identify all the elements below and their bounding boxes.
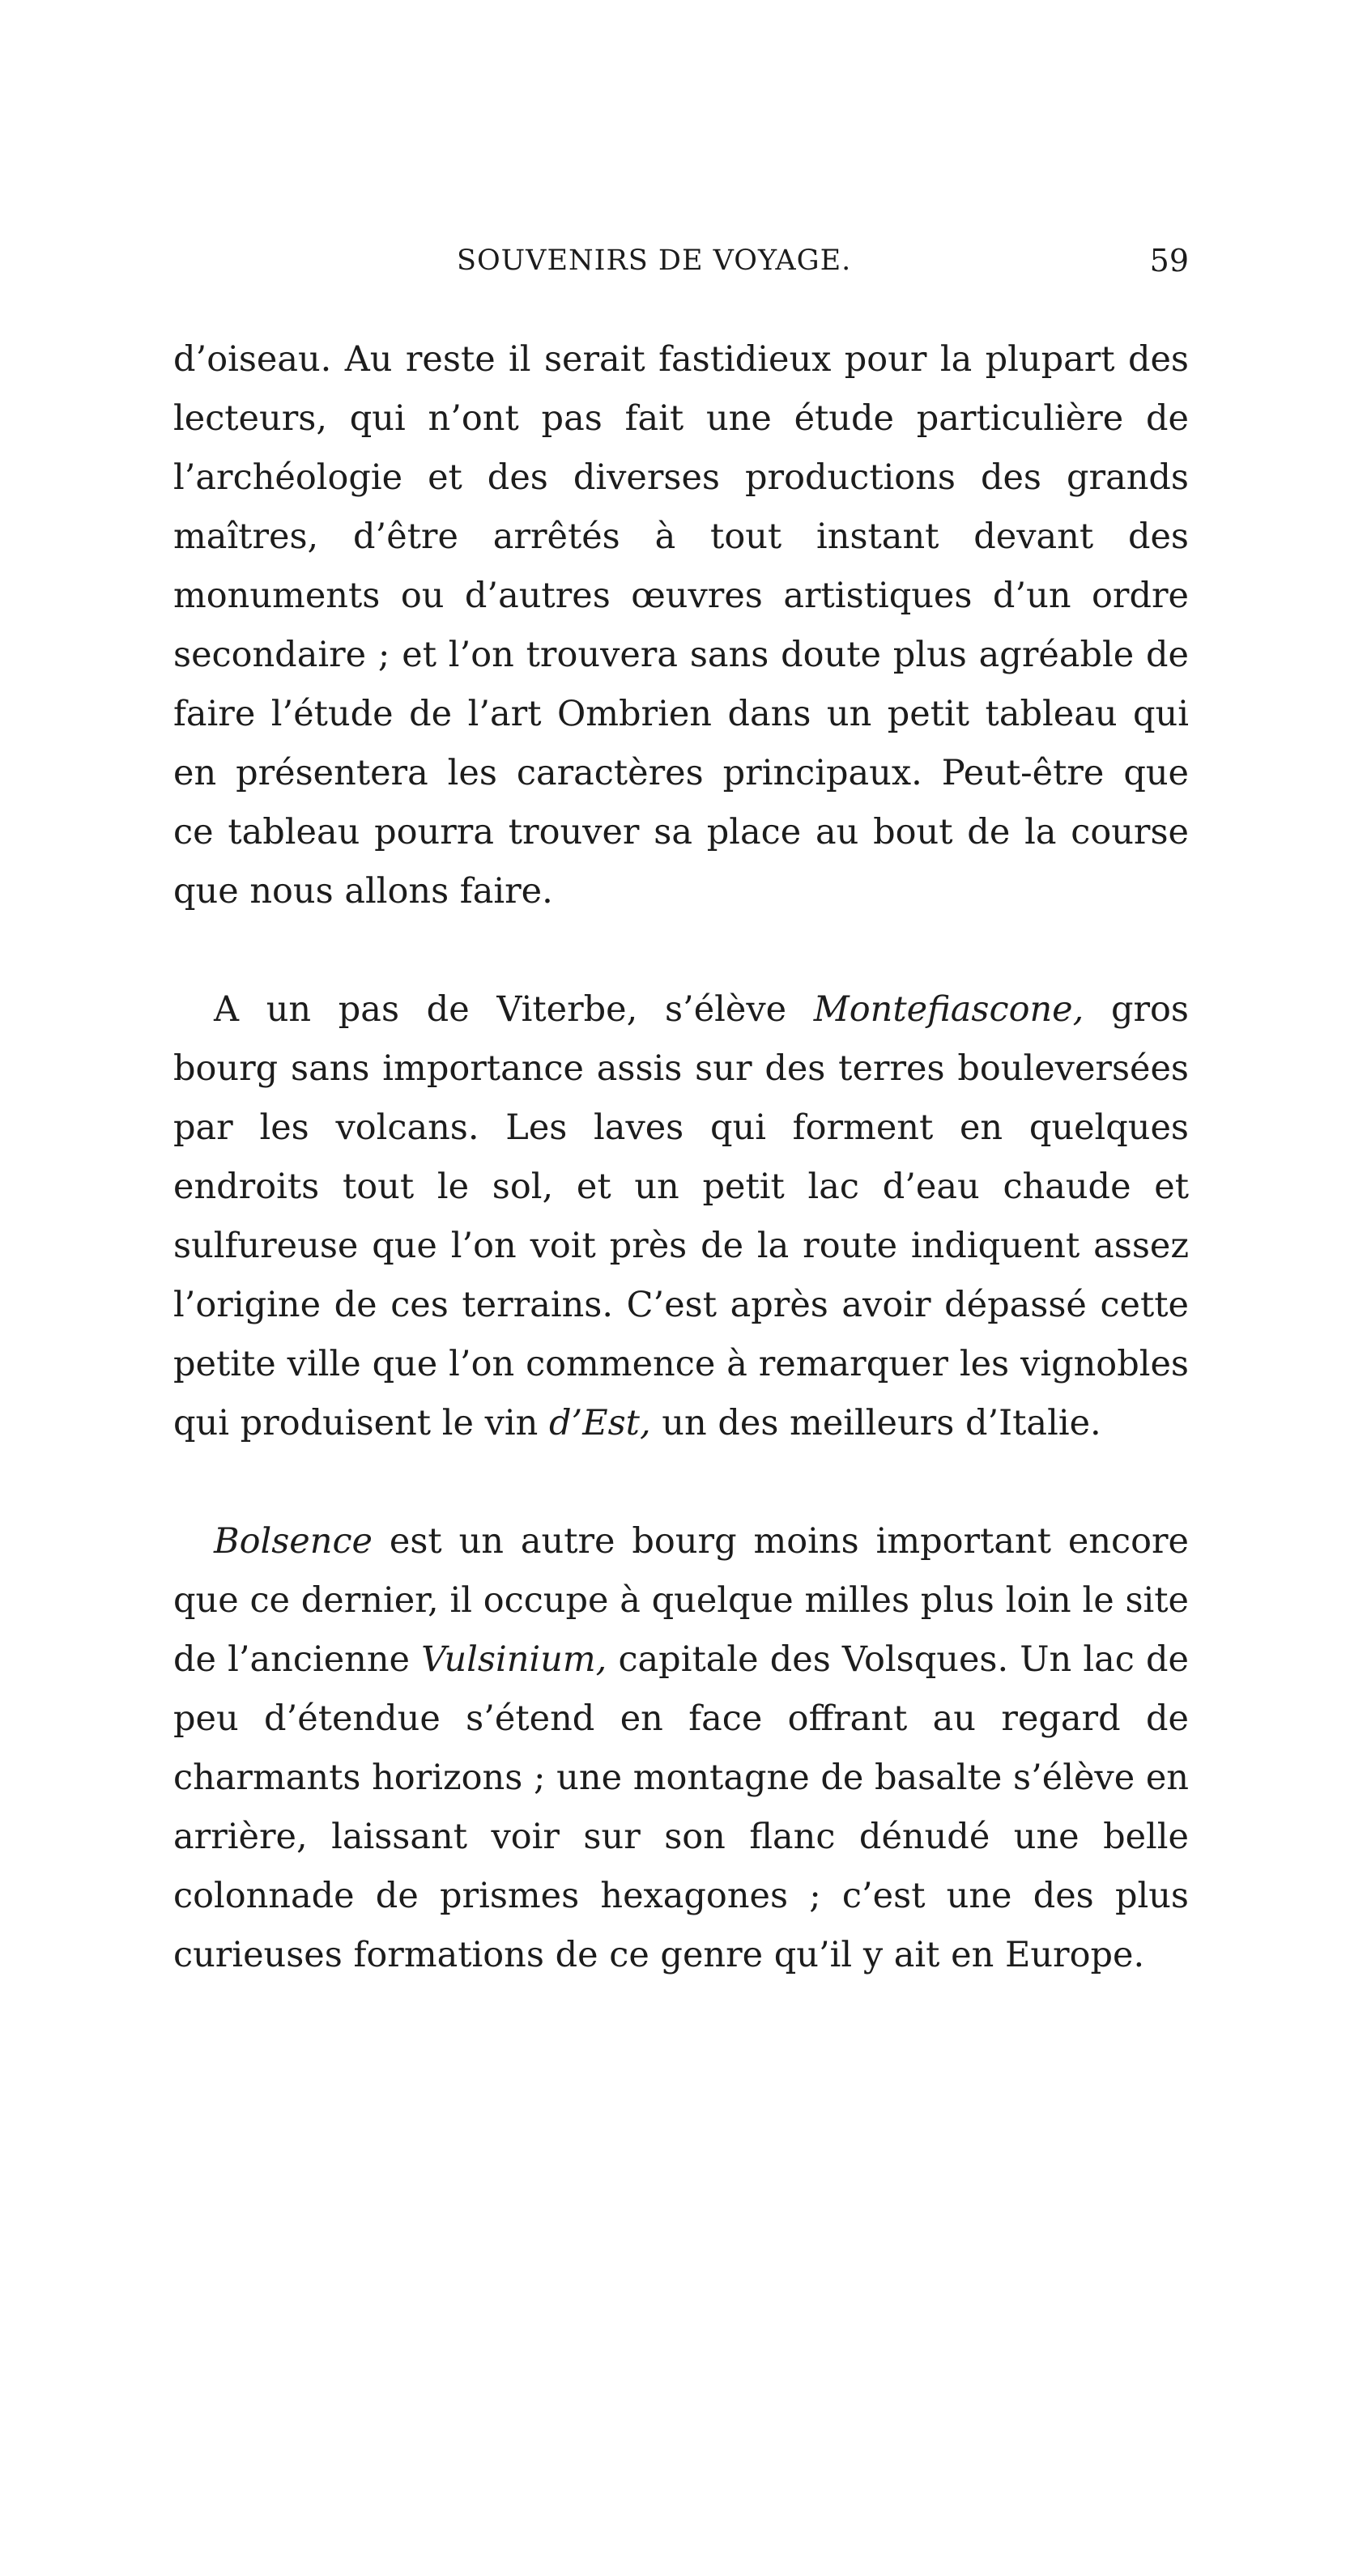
paragraph-montefiascone bbox=[173, 980, 1189, 1453]
wine-name-est: d’Est, bbox=[549, 1403, 651, 1443]
paragraph-text: gros bourg sans importance assis sur des terres bouleversées par les volcans. Les laves qui forment en quelques endroits tout le sol, et un petit lac d’eau chaude et sulfureuse que l’on voit près de la route indiquent assez l’origine de ces terrains. C’est après avoir dépassé cette petite ville que l’on commence à remarquer les vignobles qui produisent le vin bbox=[173, 989, 1189, 1443]
paragraph-text: d’oiseau. Au reste il serait fastidieux pour la plupart des lecteurs, qui n’ont pas fait une étude particulière de l’archéologie et des diverses productions des grands maîtres, d’être arrêtés à tout instant devant des monuments ou d’autres œuvres artistiques d’un ordre secondaire ; et l’on trouvera sans doute plus agréable de faire l’étude de l’art Ombrien dans un petit tableau qui en présentera les caractères principaux. Peut-être que ce tableau pourra trouver sa place au bout de la course que nous allons faire. bbox=[173, 339, 1189, 912]
running-title: SOUVENIRS DE VOYAGE. bbox=[457, 244, 852, 277]
paragraph-text: A un pas de Viterbe, s’élève bbox=[214, 989, 814, 1030]
paragraph-text: capitale des Volsques. Un lac de peu d’étendue s’étend en face offrant au regard de charmants horizons ; une montagne de basalte s’élève en arrière, laissant voir sur son flanc dénudé une belle colonnade de prismes hexagones ; c’est une des plus curieuses formations de ce genre qu’il y ait en Europe. bbox=[173, 1639, 1189, 1975]
place-name-vulsinium: Vulsinium, bbox=[421, 1639, 607, 1680]
paragraph-bolsence bbox=[173, 1512, 1189, 1985]
paragraph-oiseau bbox=[173, 330, 1189, 921]
running-head bbox=[173, 236, 1189, 285]
page-number: 59 bbox=[1149, 243, 1189, 278]
paragraph-text: un des meilleurs d’Italie. bbox=[650, 1403, 1101, 1443]
paragraph-text: est un autre bourg moins important encore que ce dernier, il occupe à quelque milles plus loin le site de l’ancienne bbox=[173, 1521, 1189, 1680]
place-name-bolsence: Bolsence bbox=[214, 1521, 373, 1562]
place-name-montefiascone: Montefiascone, bbox=[813, 989, 1084, 1030]
body-text bbox=[173, 330, 1189, 1985]
